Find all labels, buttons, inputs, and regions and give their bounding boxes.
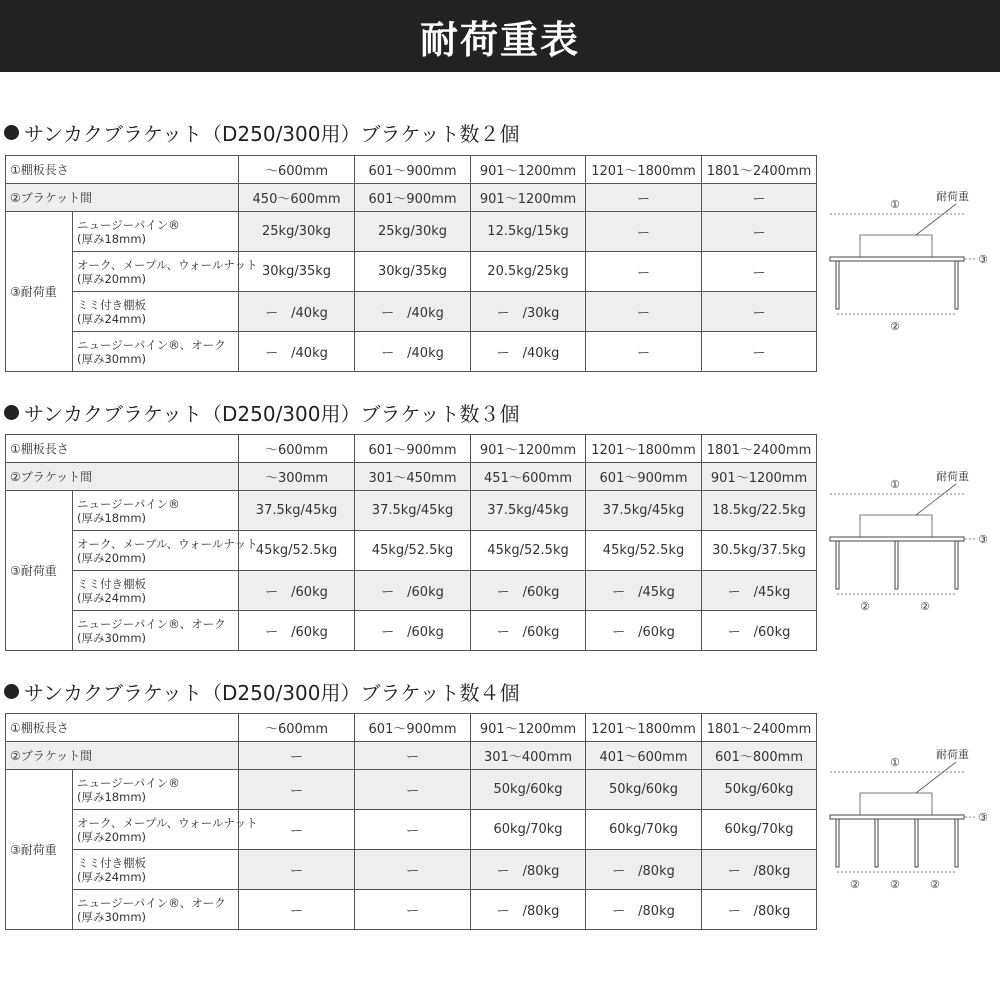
load-table xyxy=(5,434,817,651)
table-cell: ー /80kg xyxy=(702,850,817,890)
table-row xyxy=(6,252,817,292)
diagram-label-2: ② xyxy=(890,320,900,333)
leader-line xyxy=(916,204,956,235)
table-cell: 30.5kg/37.5kg xyxy=(702,531,817,571)
table-cell: ～300mm xyxy=(239,463,355,491)
table-cell: ー xyxy=(239,770,355,810)
table-cell: ー xyxy=(355,810,471,850)
table-row xyxy=(6,611,817,651)
diagram-label-2: ② xyxy=(920,600,930,613)
table-cell: 37.5kg/45kg xyxy=(586,491,702,531)
table-row xyxy=(6,890,817,930)
table-cell: ー xyxy=(586,212,702,252)
row-label: ①棚板長さ xyxy=(6,714,239,742)
table-cell: 60kg/70kg xyxy=(702,810,817,850)
table-cell: 901～1200mm xyxy=(471,156,586,184)
table-row xyxy=(6,332,817,372)
shelf-board xyxy=(830,537,964,541)
table-cell: ー /60kg xyxy=(471,571,586,611)
shelf-diagram xyxy=(826,460,1000,650)
table-cell: 901～1200mm xyxy=(471,714,586,742)
table-cell: 50kg/60kg xyxy=(702,770,817,810)
table-cell: 37.5kg/45kg xyxy=(471,491,586,531)
bracket xyxy=(875,819,878,867)
row-label: ②ブラケット間 xyxy=(6,463,239,491)
bracket xyxy=(955,261,958,309)
bracket xyxy=(895,541,898,589)
table-cell: ー xyxy=(586,252,702,292)
table-cell: 60kg/70kg xyxy=(586,810,702,850)
table-cell: ー /80kg xyxy=(586,890,702,930)
material-label: オーク、メープル、ウォールナット (厚み20mm) xyxy=(73,810,239,850)
table-cell: ー /60kg xyxy=(355,611,471,651)
material-label: ニュージーパイン® (厚み18mm) xyxy=(73,770,239,810)
table-row xyxy=(6,463,817,491)
shelf-diagram xyxy=(826,180,1000,370)
material-label: ニュージーパイン® (厚み18mm) xyxy=(73,491,239,531)
diagram-label-2: ② xyxy=(850,878,860,891)
load-table xyxy=(5,713,817,930)
table-cell: ～600mm xyxy=(239,435,355,463)
bracket xyxy=(955,819,958,867)
material-label: ニュージーパイン® (厚み18mm) xyxy=(73,212,239,252)
diagram-label-load: 耐荷重 xyxy=(936,190,969,203)
table-cell: 37.5kg/45kg xyxy=(355,491,471,531)
table-cell: 301～450mm xyxy=(355,463,471,491)
table-cell: ー /40kg xyxy=(239,332,355,372)
row-label: ②ブラケット間 xyxy=(6,742,239,770)
bullet-icon xyxy=(4,125,19,140)
load-box xyxy=(860,793,932,815)
material-label: オーク、メープル、ウォールナット (厚み20mm) xyxy=(73,531,239,571)
table-cell: ー xyxy=(355,770,471,810)
diagram-label-3: ③ xyxy=(978,253,988,266)
page-header xyxy=(0,0,1000,72)
material-label: オーク、メープル、ウォールナット (厚み20mm) xyxy=(73,252,239,292)
table-cell: ー xyxy=(702,332,817,372)
diagram-label-1: ① xyxy=(890,198,900,211)
material-label: ミミ付き棚板 (厚み24mm) xyxy=(73,850,239,890)
bracket xyxy=(836,819,839,867)
table-cell: 901～1200mm xyxy=(471,184,586,212)
table-cell: ー xyxy=(702,184,817,212)
table-cell: ー /30kg xyxy=(471,292,586,332)
table-row xyxy=(6,531,817,571)
diagram-label-load: 耐荷重 xyxy=(936,470,969,483)
table-cell: 45kg/52.5kg xyxy=(239,531,355,571)
table-cell: ー /60kg xyxy=(586,611,702,651)
load-box xyxy=(860,515,932,537)
material-label: ミミ付き棚板 (厚み24mm) xyxy=(73,292,239,332)
table-row xyxy=(6,156,817,184)
table-cell: 1201～1800mm xyxy=(586,156,702,184)
table-cell: ー /45kg xyxy=(586,571,702,611)
material-label: ミミ付き棚板 (厚み24mm) xyxy=(73,571,239,611)
bracket xyxy=(836,541,839,589)
table-cell: 1801～2400mm xyxy=(702,714,817,742)
table-cell: 601～900mm xyxy=(355,435,471,463)
row-label: ③耐荷重 xyxy=(6,212,73,372)
section-title-text: サンカクブラケット（D250/300用）ブラケット数２個 xyxy=(24,122,520,146)
table-cell: 45kg/52.5kg xyxy=(355,531,471,571)
table-cell: ー /40kg xyxy=(355,332,471,372)
table-cell: ー xyxy=(702,252,817,292)
diagram-label-1: ① xyxy=(890,756,900,769)
load-table xyxy=(5,155,817,372)
shelf-board xyxy=(830,815,964,819)
table-row xyxy=(6,810,817,850)
table-cell: 30kg/35kg xyxy=(355,252,471,292)
table-cell: 30kg/35kg xyxy=(239,252,355,292)
table-row xyxy=(6,770,817,810)
table-cell: ー /60kg xyxy=(239,571,355,611)
table-cell: 601～900mm xyxy=(355,714,471,742)
table-row xyxy=(6,184,817,212)
diagram-label-1: ① xyxy=(890,478,900,491)
table-cell: ー /80kg xyxy=(702,890,817,930)
table-row xyxy=(6,435,817,463)
table-cell: ー xyxy=(586,332,702,372)
table-cell: ー xyxy=(702,212,817,252)
table-cell: ー /80kg xyxy=(586,850,702,890)
table-cell: 18.5kg/22.5kg xyxy=(702,491,817,531)
bullet-icon xyxy=(4,405,19,420)
table-cell: ー /40kg xyxy=(471,332,586,372)
diagram-label-2: ② xyxy=(930,878,940,891)
material-label: ニュージーパイン®、オーク (厚み30mm) xyxy=(73,611,239,651)
table-cell: 1801～2400mm xyxy=(702,435,817,463)
table-cell: 25kg/30kg xyxy=(239,212,355,252)
table-row xyxy=(6,292,817,332)
material-label: ニュージーパイン®、オーク (厚み30mm) xyxy=(73,890,239,930)
row-label: ③耐荷重 xyxy=(6,491,73,651)
table-cell: 60kg/70kg xyxy=(471,810,586,850)
table-cell: ー xyxy=(586,292,702,332)
load-box xyxy=(860,235,932,257)
row-label: ①棚板長さ xyxy=(6,156,239,184)
table-cell: 601～900mm xyxy=(355,156,471,184)
table-cell: 901～1200mm xyxy=(702,463,817,491)
table-cell: 45kg/52.5kg xyxy=(586,531,702,571)
table-cell: 37.5kg/45kg xyxy=(239,491,355,531)
section-title xyxy=(4,677,520,706)
table-cell: ー xyxy=(239,742,355,770)
table-cell: 50kg/60kg xyxy=(471,770,586,810)
table-cell: ー xyxy=(586,184,702,212)
table-cell: 601～900mm xyxy=(355,184,471,212)
table-cell: 1201～1800mm xyxy=(586,435,702,463)
table-cell: ー /60kg xyxy=(239,611,355,651)
leader-line xyxy=(916,484,956,515)
diagram-label-3: ③ xyxy=(978,811,988,824)
bullet-icon xyxy=(4,684,19,699)
section-title-text: サンカクブラケット（D250/300用）ブラケット数４個 xyxy=(24,681,520,705)
table-cell: ー /40kg xyxy=(239,292,355,332)
table-row xyxy=(6,212,817,252)
section-title xyxy=(4,398,520,427)
diagram-label-3: ③ xyxy=(978,533,988,546)
row-label: ②ブラケット間 xyxy=(6,184,239,212)
table-cell: 50kg/60kg xyxy=(586,770,702,810)
bracket xyxy=(836,261,839,309)
table-cell: ー /45kg xyxy=(702,571,817,611)
table-cell: 601～800mm xyxy=(702,742,817,770)
diagram-label-load: 耐荷重 xyxy=(936,748,969,761)
table-cell: 45kg/52.5kg xyxy=(471,531,586,571)
bracket xyxy=(915,819,918,867)
row-label: ①棚板長さ xyxy=(6,435,239,463)
table-cell: 1801～2400mm xyxy=(702,156,817,184)
shelf-board xyxy=(830,257,964,261)
row-label: ③耐荷重 xyxy=(6,770,73,930)
table-cell: ～600mm xyxy=(239,714,355,742)
table-cell: 12.5kg/15kg xyxy=(471,212,586,252)
diagram-label-2: ② xyxy=(860,600,870,613)
table-cell: ー xyxy=(355,850,471,890)
table-cell: ー /60kg xyxy=(471,611,586,651)
table-cell: 451～600mm xyxy=(471,463,586,491)
table-row xyxy=(6,491,817,531)
table-cell: 450～600mm xyxy=(239,184,355,212)
table-row xyxy=(6,850,817,890)
table-cell: ー /40kg xyxy=(355,292,471,332)
table-cell: ー /60kg xyxy=(702,611,817,651)
table-cell: ～600mm xyxy=(239,156,355,184)
table-row xyxy=(6,714,817,742)
table-row xyxy=(6,571,817,611)
table-cell: 1201～1800mm xyxy=(586,714,702,742)
table-cell: 301～400mm xyxy=(471,742,586,770)
table-cell: 901～1200mm xyxy=(471,435,586,463)
table-cell: 25kg/30kg xyxy=(355,212,471,252)
section-title xyxy=(4,118,520,147)
table-cell: ー xyxy=(239,850,355,890)
table-cell: ー /60kg xyxy=(355,571,471,611)
table-cell: ー xyxy=(239,810,355,850)
section-title-text: サンカクブラケット（D250/300用）ブラケット数３個 xyxy=(24,402,520,426)
table-cell: 20.5kg/25kg xyxy=(471,252,586,292)
table-cell: ー /80kg xyxy=(471,850,586,890)
table-cell: 601～900mm xyxy=(586,463,702,491)
table-row xyxy=(6,742,817,770)
page-title: 耐荷重表 xyxy=(419,17,580,62)
table-cell: ー xyxy=(702,292,817,332)
table-cell: ー /80kg xyxy=(471,890,586,930)
bracket xyxy=(955,541,958,589)
table-cell: ー xyxy=(355,742,471,770)
diagram-label-2: ② xyxy=(890,878,900,891)
material-label: ニュージーパイン®、オーク (厚み30mm) xyxy=(73,332,239,372)
table-cell: 401～600mm xyxy=(586,742,702,770)
table-cell: ー xyxy=(355,890,471,930)
table-cell: ー xyxy=(239,890,355,930)
leader-line xyxy=(916,762,956,793)
shelf-diagram xyxy=(826,738,1000,928)
